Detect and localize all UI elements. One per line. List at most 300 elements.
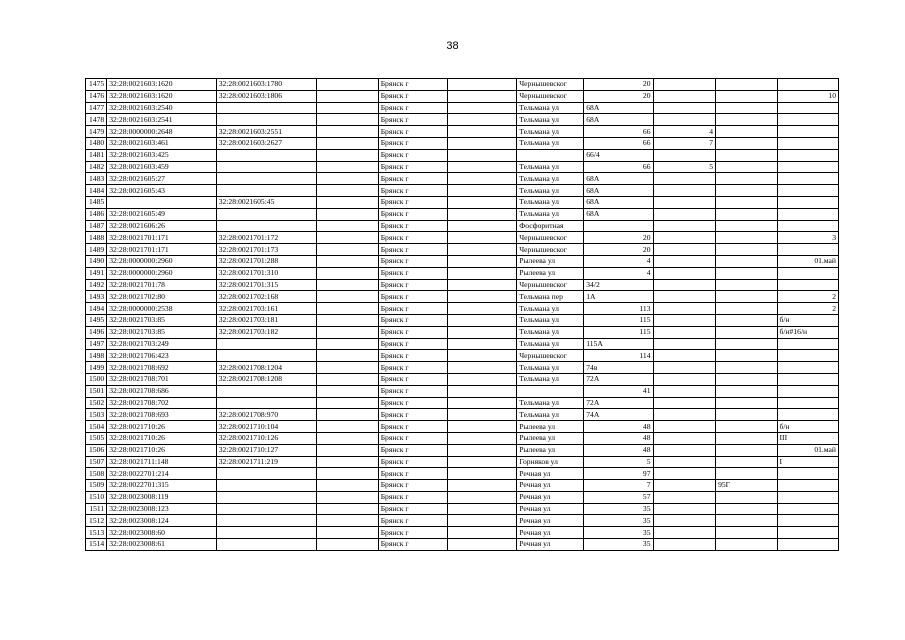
table-cell — [716, 208, 777, 220]
table-cell — [447, 421, 516, 433]
table-cell: 115 — [584, 314, 653, 326]
table-cell — [716, 444, 777, 456]
table-cell — [447, 456, 516, 468]
table-cell — [777, 397, 838, 409]
table-cell — [107, 196, 216, 208]
table-cell: 32:28:0021708:701 — [107, 373, 216, 385]
table-cell: Брянск г — [378, 491, 447, 503]
table-cell: 1507 — [86, 456, 107, 468]
table-cell: 66 — [584, 161, 653, 173]
table-cell: 35 — [584, 515, 653, 527]
table-cell: Брянск г — [378, 456, 447, 468]
table-cell — [317, 255, 378, 267]
table-cell: Брянск г — [378, 338, 447, 350]
table-cell: 68А — [584, 185, 653, 197]
table-cell — [216, 385, 317, 397]
table-cell — [447, 267, 516, 279]
table-cell — [716, 397, 777, 409]
table-cell: 32:28:0023008:124 — [107, 515, 216, 527]
table-cell — [716, 220, 777, 232]
table-cell — [653, 314, 716, 326]
table-cell: Брянск г — [378, 255, 447, 267]
table-cell: Тельмана ул — [517, 397, 584, 409]
table-cell — [447, 220, 516, 232]
table-cell: Брянск г — [378, 220, 447, 232]
table-cell: 20 — [584, 244, 653, 256]
table-cell: 32:28:0023008:60 — [107, 527, 216, 539]
table-cell: 32:28:0000000:2960 — [107, 255, 216, 267]
table-cell: 32:28:0021603:2541 — [107, 114, 216, 126]
table-row — [86, 137, 839, 149]
table-cell: 32:28:0021701:78 — [107, 279, 216, 291]
table-cell — [777, 244, 838, 256]
table-cell — [517, 385, 584, 397]
table-cell — [447, 114, 516, 126]
table-cell: 1495 — [86, 314, 107, 326]
table-cell — [653, 185, 716, 197]
table-cell — [317, 350, 378, 362]
table-cell: 1501 — [86, 385, 107, 397]
table-cell: 1494 — [86, 303, 107, 315]
table-cell — [317, 161, 378, 173]
table-cell — [317, 338, 378, 350]
table-cell — [317, 409, 378, 421]
table-cell: Брянск г — [378, 468, 447, 480]
table-cell — [216, 114, 317, 126]
table-row — [86, 173, 839, 185]
table-cell: 7 — [653, 137, 716, 149]
registry-table — [85, 78, 839, 551]
table-cell: 74А — [584, 409, 653, 421]
table-cell: 20 — [584, 79, 653, 91]
table-cell: 20 — [584, 90, 653, 102]
table-cell: Брянск г — [378, 149, 447, 161]
table-cell: Рылеева ул — [517, 267, 584, 279]
table-cell — [317, 232, 378, 244]
table-row — [86, 456, 839, 468]
table-cell: 95Г — [716, 480, 777, 492]
table-cell: б/н — [777, 421, 838, 433]
table-cell: 114 — [584, 350, 653, 362]
table-cell: III — [777, 432, 838, 444]
table-cell: 1505 — [86, 432, 107, 444]
table-cell: Брянск г — [378, 397, 447, 409]
table-cell — [317, 397, 378, 409]
table-cell: Брянск г — [378, 232, 447, 244]
table-cell: 1490 — [86, 255, 107, 267]
table-cell — [716, 362, 777, 374]
table-cell: 1480 — [86, 137, 107, 149]
table-cell: 32:28:0022701:214 — [107, 468, 216, 480]
table-cell — [317, 114, 378, 126]
table-row — [86, 397, 839, 409]
table-cell — [653, 432, 716, 444]
table-cell — [777, 173, 838, 185]
table-cell — [317, 373, 378, 385]
table-row — [86, 267, 839, 279]
table-cell — [216, 527, 317, 539]
table-cell — [447, 149, 516, 161]
table-cell: 4 — [584, 255, 653, 267]
table-cell: 1478 — [86, 114, 107, 126]
table-cell: 32:28:0021701:310 — [216, 267, 317, 279]
table-cell: 68А — [584, 208, 653, 220]
page-number: 38 — [446, 40, 459, 52]
table-cell — [517, 149, 584, 161]
table-cell: 7 — [584, 480, 653, 492]
table-row — [86, 303, 839, 315]
table-cell — [716, 385, 777, 397]
table-cell: 1500 — [86, 373, 107, 385]
table-cell — [716, 126, 777, 138]
table-cell — [447, 173, 516, 185]
table-cell: 32:28:0022701:315 — [107, 480, 216, 492]
table-cell: Чернышевског — [517, 244, 584, 256]
table-row — [86, 161, 839, 173]
table-cell: Тельмана ул — [517, 373, 584, 385]
table-cell: 32:28:0021708:686 — [107, 385, 216, 397]
table-cell: 48 — [584, 444, 653, 456]
table-cell: 32:28:0021603:2540 — [107, 102, 216, 114]
table-cell: 32:28:0021711:148 — [107, 456, 216, 468]
table-cell: Рылеева ул — [517, 444, 584, 456]
table-cell — [716, 90, 777, 102]
table-cell: 1503 — [86, 409, 107, 421]
table-cell — [777, 338, 838, 350]
table-cell — [777, 114, 838, 126]
table-cell: 1479 — [86, 126, 107, 138]
table-cell: I — [777, 456, 838, 468]
table-cell — [653, 491, 716, 503]
table-cell — [653, 220, 716, 232]
table-cell — [653, 468, 716, 480]
table-cell: 32:28:0021711:219 — [216, 456, 317, 468]
table-cell — [317, 539, 378, 551]
table-cell: Тельмана ул — [517, 196, 584, 208]
table-cell — [216, 220, 317, 232]
table-cell — [447, 314, 516, 326]
table-cell: Речная ул — [517, 503, 584, 515]
table-cell — [716, 350, 777, 362]
table-row — [86, 432, 839, 444]
table-cell: 1504 — [86, 421, 107, 433]
table-cell — [216, 480, 317, 492]
table-cell: 66 — [584, 126, 653, 138]
table-cell: 1475 — [86, 79, 107, 91]
table-cell — [447, 338, 516, 350]
table-row — [86, 503, 839, 515]
table-cell — [447, 291, 516, 303]
table-row — [86, 468, 839, 480]
table-row — [86, 527, 839, 539]
table-cell — [447, 468, 516, 480]
table-cell: 1477 — [86, 102, 107, 114]
table-cell — [216, 503, 317, 515]
table-cell: 32:28:0021603:461 — [107, 137, 216, 149]
table-cell: 1489 — [86, 244, 107, 256]
table-cell: Брянск г — [378, 185, 447, 197]
table-cell — [777, 185, 838, 197]
table-cell — [447, 196, 516, 208]
table-cell: 32:28:0021603:459 — [107, 161, 216, 173]
table-cell: Брянск г — [378, 409, 447, 421]
table-cell — [653, 409, 716, 421]
table-cell: 1481 — [86, 149, 107, 161]
table-cell: Речная ул — [517, 539, 584, 551]
table-cell: Тельмана ул — [517, 173, 584, 185]
table-cell — [317, 503, 378, 515]
table-cell — [653, 373, 716, 385]
table-cell — [716, 338, 777, 350]
table-cell — [777, 196, 838, 208]
table-cell: Рылеева ул — [517, 421, 584, 433]
table-cell: 68А — [584, 114, 653, 126]
table-cell: 20 — [584, 232, 653, 244]
table-cell: 32:28:0021606:26 — [107, 220, 216, 232]
table-row — [86, 444, 839, 456]
table-cell — [447, 90, 516, 102]
table-cell: 4 — [653, 126, 716, 138]
table-cell — [317, 79, 378, 91]
table-cell — [777, 208, 838, 220]
table-cell — [317, 421, 378, 433]
table-cell: 1509 — [86, 480, 107, 492]
table-cell: Брянск г — [378, 114, 447, 126]
table-cell — [216, 515, 317, 527]
table-cell: Тельмана ул — [517, 114, 584, 126]
table-row — [86, 196, 839, 208]
table-cell — [716, 527, 777, 539]
table-cell: 32:28:0021708:692 — [107, 362, 216, 374]
table-cell — [777, 503, 838, 515]
table-cell: 32:28:0021605:49 — [107, 208, 216, 220]
table-cell — [317, 314, 378, 326]
table-row — [86, 208, 839, 220]
table-cell: 1497 — [86, 338, 107, 350]
table-cell — [447, 362, 516, 374]
table-cell — [653, 539, 716, 551]
table-cell — [653, 456, 716, 468]
table-cell: Брянск г — [378, 527, 447, 539]
table-cell: 72А — [584, 373, 653, 385]
table-cell — [447, 208, 516, 220]
table-cell: 32:28:0021710:26 — [107, 432, 216, 444]
table-cell — [777, 267, 838, 279]
table-cell — [777, 468, 838, 480]
table-cell — [777, 137, 838, 149]
table-cell: Рылеева ул — [517, 432, 584, 444]
table-cell: Брянск г — [378, 303, 447, 315]
table-cell: 1506 — [86, 444, 107, 456]
table-cell — [777, 480, 838, 492]
table-cell: Брянск г — [378, 362, 447, 374]
table-cell: 66/4 — [584, 149, 653, 161]
table-cell: 32:28:0021603:1620 — [107, 79, 216, 91]
table-cell — [716, 279, 777, 291]
table-cell: Чернышевског — [517, 232, 584, 244]
table-cell: Брянск г — [378, 421, 447, 433]
table-cell: 32:28:0021605:43 — [107, 185, 216, 197]
table-cell: 32:28:0000000:2960 — [107, 267, 216, 279]
table-cell — [777, 279, 838, 291]
table-cell: 1А — [584, 291, 653, 303]
table-cell: 32:28:0021703:85 — [107, 314, 216, 326]
table-cell — [777, 161, 838, 173]
table-cell: Чернышевског — [517, 350, 584, 362]
table-cell — [216, 491, 317, 503]
table-cell — [653, 279, 716, 291]
table-cell: 32:28:0021703:249 — [107, 338, 216, 350]
table-cell: Рылеева ул — [517, 255, 584, 267]
table-cell: 32:28:0021708:970 — [216, 409, 317, 421]
table-cell: Тельмана ул — [517, 362, 584, 374]
table-cell: 48 — [584, 421, 653, 433]
table-cell: Брянск г — [378, 314, 447, 326]
table-cell: 32:28:0021708:693 — [107, 409, 216, 421]
table-row — [86, 279, 839, 291]
table-cell: 01.май — [777, 444, 838, 456]
table-cell — [653, 303, 716, 315]
table-row — [86, 326, 839, 338]
table-cell — [317, 126, 378, 138]
table-cell: Речная ул — [517, 491, 584, 503]
table-cell — [653, 385, 716, 397]
table-cell: 32:28:0021702:168 — [216, 291, 317, 303]
table-cell: Брянск г — [378, 444, 447, 456]
table-cell: 5 — [653, 161, 716, 173]
table-cell: 68А — [584, 173, 653, 185]
table-cell — [447, 444, 516, 456]
table-cell: 1512 — [86, 515, 107, 527]
table-cell — [653, 421, 716, 433]
table-cell — [216, 149, 317, 161]
table-cell — [447, 539, 516, 551]
table-row — [86, 480, 839, 492]
table-cell — [317, 90, 378, 102]
table-cell — [777, 149, 838, 161]
table-cell — [447, 385, 516, 397]
table-cell: Чернышевског — [517, 279, 584, 291]
table-cell — [653, 527, 716, 539]
table-cell: Брянск г — [378, 480, 447, 492]
table-cell — [716, 161, 777, 173]
table-cell: 32:28:0021701:171 — [107, 244, 216, 256]
table-cell — [447, 480, 516, 492]
table-cell: 1491 — [86, 267, 107, 279]
table-cell — [447, 279, 516, 291]
table-cell: 5 — [584, 456, 653, 468]
table-cell — [317, 362, 378, 374]
registry-rows — [86, 79, 839, 551]
table-cell — [447, 515, 516, 527]
table-cell: 10 — [777, 90, 838, 102]
table-cell — [447, 161, 516, 173]
table-cell — [584, 220, 653, 232]
table-cell — [716, 409, 777, 421]
table-cell — [216, 350, 317, 362]
table-cell — [777, 491, 838, 503]
table-cell: 1485 — [86, 196, 107, 208]
table-cell — [216, 397, 317, 409]
table-cell — [447, 303, 516, 315]
table-cell: Брянск г — [378, 539, 447, 551]
table-cell — [653, 326, 716, 338]
table-cell: Тельмана ул — [517, 326, 584, 338]
table-cell: 32:28:0021708:702 — [107, 397, 216, 409]
table-cell: 1487 — [86, 220, 107, 232]
table-cell — [653, 79, 716, 91]
table-row — [86, 421, 839, 433]
table-cell: 32:28:0021703:181 — [216, 314, 317, 326]
table-cell: Брянск г — [378, 161, 447, 173]
table-cell: Горняков ул — [517, 456, 584, 468]
table-cell — [317, 196, 378, 208]
table-row — [86, 126, 839, 138]
table-cell: 1484 — [86, 185, 107, 197]
table-cell: 48 — [584, 432, 653, 444]
table-cell: Брянск г — [378, 385, 447, 397]
table-cell — [317, 291, 378, 303]
table-cell: 41 — [584, 385, 653, 397]
table-cell: Фосфоритная — [517, 220, 584, 232]
table-cell — [216, 468, 317, 480]
table-cell — [317, 456, 378, 468]
table-cell — [317, 326, 378, 338]
table-cell: 1508 — [86, 468, 107, 480]
table-cell — [716, 267, 777, 279]
table-row — [86, 102, 839, 114]
table-cell: 32:28:0021710:104 — [216, 421, 317, 433]
table-cell — [653, 362, 716, 374]
table-cell — [653, 90, 716, 102]
table-cell — [216, 161, 317, 173]
table-row — [86, 350, 839, 362]
table-cell: 113 — [584, 303, 653, 315]
table-cell — [653, 397, 716, 409]
table-cell — [447, 527, 516, 539]
table-cell: 32:28:0021701:315 — [216, 279, 317, 291]
table-cell: 1476 — [86, 90, 107, 102]
table-cell: Брянск г — [378, 432, 447, 444]
table-cell — [716, 149, 777, 161]
table-cell: 66 — [584, 137, 653, 149]
table-cell: 1511 — [86, 503, 107, 515]
table-cell: 1483 — [86, 173, 107, 185]
table-cell: Брянск г — [378, 102, 447, 114]
table-cell — [716, 491, 777, 503]
table-cell: 32:28:0000000:2538 — [107, 303, 216, 315]
table-cell — [716, 539, 777, 551]
table-cell: 2 — [777, 303, 838, 315]
table-cell: 35 — [584, 503, 653, 515]
table-cell — [653, 114, 716, 126]
table-cell: Брянск г — [378, 373, 447, 385]
table-cell — [447, 102, 516, 114]
table-cell — [216, 208, 317, 220]
table-cell — [653, 244, 716, 256]
table-cell — [716, 244, 777, 256]
table-row — [86, 149, 839, 161]
table-cell: Брянск г — [378, 126, 447, 138]
table-cell: 2 — [777, 291, 838, 303]
table-row — [86, 409, 839, 421]
table-cell — [716, 114, 777, 126]
table-row — [86, 185, 839, 197]
table-cell — [716, 303, 777, 315]
table-cell: Тельмана ул — [517, 208, 584, 220]
table-cell: Брянск г — [378, 137, 447, 149]
table-cell: 68А — [584, 102, 653, 114]
